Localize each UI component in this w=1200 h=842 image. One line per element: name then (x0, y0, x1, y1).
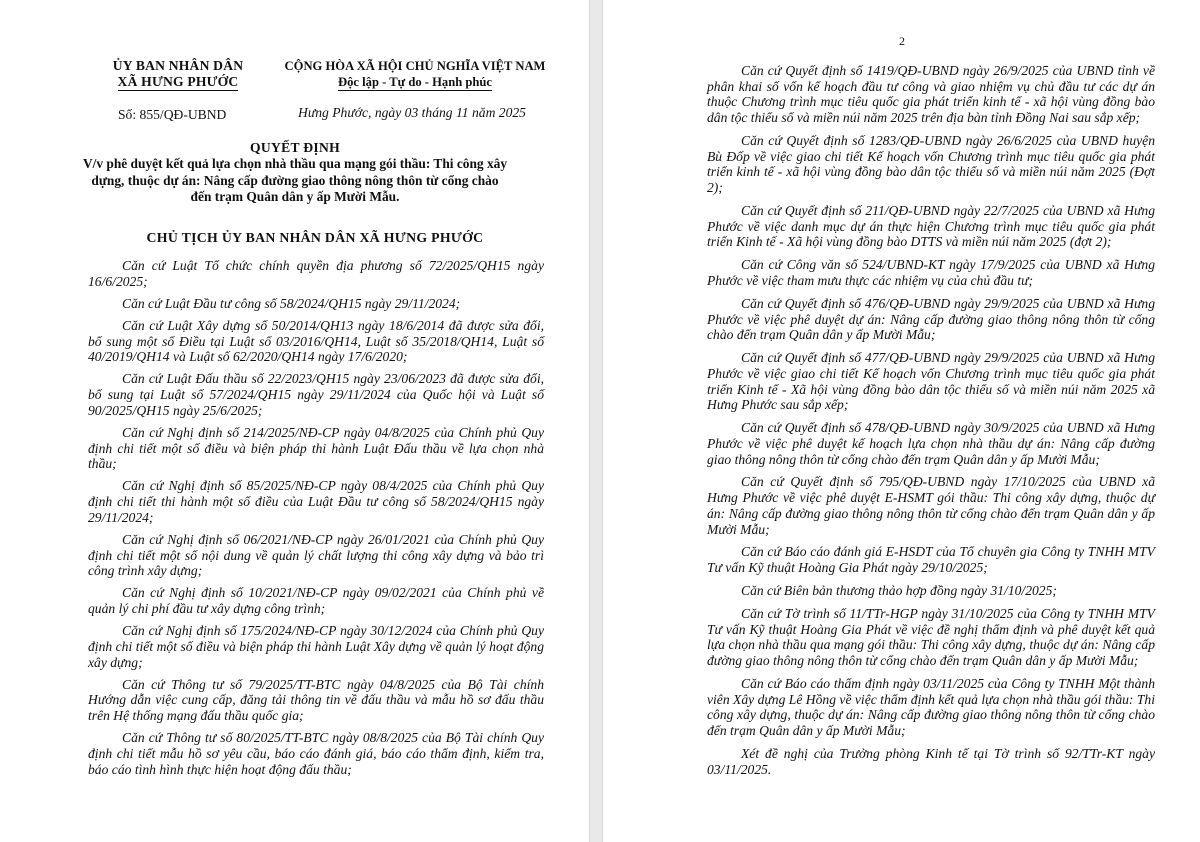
legal-basis-paragraph: Căn cứ Nghị định số 214/2025/NĐ-CP ngày 04/8/2025 của Chính phủ Quy định chi tiết một số điều và biện pháp thi hành Luật Đấu thầu về lựa chọn nhà thầu; (88, 424, 544, 472)
legal-basis-paragraph: Căn cứ Báo cáo thẩm định ngày 03/11/2025 của Công ty TNHH Một thành viên Xây dựng Lê Hồng về việc thẩm định kết quả lựa chọn nhà thầu gói thầu: Thi công xây dựng, thuộc dự án: Nâng cấp đường giao thông nông thôn từ cổng chào đến trạm Quân dân y ấp Mười Mẫu; (707, 675, 1155, 739)
legal-basis-paragraph: Căn cứ Quyết định số 1283/QĐ-UBND ngày 26/6/2025 của UBND huyện Bù Đốp về việc giao chi tiết Kế hoạch vốn Chương trình mục tiêu quốc gia phát triển kinh tế - xã hội vùng đồng bào dân tộc thiểu số và miền núi năm 2025 (Đợt 2); (707, 133, 1155, 196)
recommendation-paragraph: Xét đề nghị của Trưởng phòng Kinh tế tại Tờ trình số 92/TTr-KT ngày 03/11/2025. (707, 745, 1155, 777)
document-number: Số: 855/QĐ-UBND (118, 107, 227, 122)
legal-basis-paragraph: Căn cứ Nghị định số 175/2024/NĐ-CP ngày 30/12/2024 của Chính phủ Quy định chi tiết một số điều và biện pháp thi hành Luật Xây dựng về quản lý hoạt động xây dựng; (88, 623, 544, 670)
nation-line-1: CỘNG HÒA XÃ HỘI CHỦ NGHĨA VIỆT NAM (284, 59, 546, 73)
legal-basis-paragraph: Căn cứ Công văn số 524/UBND-KT ngày 17/9/2025 của UBND xã Hưng Phước về việc tham mưu thực các nhiệm vụ của chủ đầu tư; (707, 257, 1155, 288)
document-date: Hưng Phước, ngày 03 tháng 11 năm 2025 (298, 105, 526, 120)
legal-basis-paragraph: Căn cứ Luật Đầu tư công số 58/2024/QH15 ngày 29/11/2024; (122, 295, 461, 311)
legal-basis-paragraph: Căn cứ Quyết định số 476/QĐ-UBND ngày 29/9/2025 của UBND xã Hưng Phước về việc phê duyệt dự án: Nâng cấp đường giao thông nông thôn từ cổng chào đến trạm Quân dân y ấp Mười Mẫu; (707, 295, 1155, 343)
legal-basis-paragraph: Căn cứ Thông tư số 79/2025/TT-BTC ngày 04/8/2025 của Bộ Tài chính Hướng dẫn việc cung cấp, đăng tải thông tin về đấu thầu và mẫu hồ sơ đấu thầu trên Hệ thống mạng đấu thầu quốc gia; (88, 676, 544, 724)
legal-basis-paragraph: Căn cứ Thông tư số 80/2025/TT-BTC ngày 08/8/2025 của Bộ Tài chính Quy định chi tiết mẫu hồ sơ yêu cầu, báo cáo đánh giá, báo cáo thẩm định, kiểm tra, báo cáo tình hình thực hiện hoạt động đấu thầu; (88, 730, 544, 777)
page-number: 2 (899, 34, 905, 48)
legal-basis-list-continued (707, 63, 1155, 785)
legal-basis-paragraph: Căn cứ Nghị định số 10/2021/NĐ-CP ngày 09/02/2021 của Chính phủ về quản lý chi phí đầu tư xây dựng công trình; (88, 585, 544, 617)
legal-basis-paragraph: Căn cứ Tờ trình số 11/TTr-HGP ngày 31/10/2025 của Công ty TNHH MTV Tư vấn Kỹ thuật Hoàng Gia Phát về việc đề nghị thẩm định và phê duyệt kết quả lựa chọn nhà thầu qua mạng gói thầu: Thi công xây dựng, thuộc dự án: Nâng cấp đường giao thông nông thôn từ cổng chào đến trạm Quân dân y ấp Mười Mẫu; (707, 605, 1155, 669)
decision-title: QUYẾT ĐỊNH (250, 140, 340, 155)
legal-basis-paragraph: Căn cứ Quyết định số 1419/QĐ-UBND ngày 26/9/2025 của UBND tỉnh về phân khai số vốn kế hoạch đầu tư công và giao nhiệm vụ chủ đầu tư các dự án thuộc Chương trình mục tiêu quốc gia phát triển kinh tế - xã hội vùng đồng bào dân tộc thiểu số và miền núi năm 2025 trên địa bàn tỉnh Đồng Nai sau sắp xếp; (707, 63, 1155, 126)
subject-line: dựng, thuộc dự án: Nâng cấp đường giao thông nông thôn từ cổng chào (91, 172, 499, 188)
legal-basis-paragraph: Căn cứ Quyết định số 478/QĐ-UBND ngày 30/9/2025 của UBND xã Hưng Phước về việc phê duyệt kế hoạch lựa chọn nhà thầu dự án: Nâng cấp đường giao thông nông thôn từ cổng chào đến trạm Quân dân y ấp Mười Mẫu; (707, 420, 1155, 467)
legal-basis-paragraph: Căn cứ Quyết định số 477/QĐ-UBND ngày 29/9/2025 của UBND xã Hưng Phước về việc giao chi tiết Kế hoạch vốn Chương trình mục tiêu quốc gia phát triển Kinh tế - Xã hội vùng đồng bào dân tộc thiểu số và miền núi năm 2025 xã Hưng Phước sau sắp xếp; (707, 350, 1155, 413)
decision-subject (62, 156, 528, 206)
subject-line: V/v phê duyệt kết quả lựa chọn nhà thầu qua mạng gói thầu: Thi công xây (82, 156, 508, 171)
legal-basis-paragraph: Căn cứ Biên bản thương thảo hợp đồng ngày 31/10/2025; (741, 583, 1057, 599)
legal-basis-paragraph: Căn cứ Quyết định số 211/QĐ-UBND ngày 22/7/2025 của UBND xã Hưng Phước về việc danh mục dự án thực hiện Chương trình mục tiêu quốc gia phát triển Kinh tế - Xã hội vùng đồng bào DTTS và miền núi năm 2025 (đợt 2); (707, 203, 1155, 250)
legal-basis-paragraph: Căn cứ Quyết định số 795/QĐ-UBND ngày 17/10/2025 của UBND xã Hưng Phước về việc phê duyệt E-HSMT gói thầu: Thi công xây dựng, thuộc dự án: Nâng cấp đường giao thông nông thôn từ cổng chào đến trạm Quân dân y ấp Mười Mẫu; (707, 474, 1155, 537)
legal-basis-paragraph: Căn cứ Báo cáo đánh giá E-HSDT của Tổ chuyên gia Công ty TNHH MTV Tư vấn Kỹ thuật Hoàng Gia Phát ngày 29/10/2025; (707, 544, 1155, 576)
agency-line-2: XÃ HƯNG PHƯỚC (117, 74, 239, 89)
national-motto (274, 58, 556, 90)
subject-line: đến trạm Quân dân y ấp Mười Mẫu. (190, 189, 400, 204)
legal-basis-paragraph: Căn cứ Nghị định số 06/2021/NĐ-CP ngày 26/01/2021 của Chính phủ Quy định chi tiết một số nội dung về quản lý chất lượng thi công xây dựng và bảo trì công trình xây dựng; (88, 531, 544, 579)
document-page-1 (0, 0, 590, 842)
legal-basis-list (88, 258, 544, 784)
legal-basis-paragraph: Căn cứ Luật Xây dựng số 50/2014/QH13 ngày 18/6/2014 đã được sửa đổi, bổ sung một số Điều tại Luật số 03/2016/QH14, Luật số 35/2018/QH14, Luật số 40/2019/QH14 và Luật số 62/2020/QH14 ngày 17/6/2020; (88, 317, 544, 365)
legal-basis-paragraph: Căn cứ Luật Tổ chức chính quyền địa phương số 72/2025/QH15 ngày 16/6/2025; (88, 258, 544, 289)
nation-line-2: Độc lập - Tự do - Hạnh phúc (338, 75, 492, 89)
issuing-agency (90, 58, 266, 90)
legal-basis-paragraph: Căn cứ Luật Đấu thầu số 22/2023/QH15 ngày 23/06/2023 đã được sửa đổi, bổ sung tại Luật số 57/2024/QH15 ngày 29/11/2024 của Quốc hội và Luật số 90/2025/QH15 ngày 25/6/2025; (88, 371, 544, 418)
agency-line-1: ỦY BAN NHÂN DÂN (112, 58, 244, 73)
legal-basis-paragraph: Căn cứ Nghị định số 85/2025/NĐ-CP ngày 08/4/2025 của Chính phủ Quy định chi tiết thi hành một số điều của Luật Đầu tư công số 58/2024/QH15 ngày 29/11/2024; (88, 478, 544, 525)
authority-heading: CHỦ TỊCH ỦY BAN NHÂN DÂN XÃ HƯNG PHƯỚC (146, 230, 484, 245)
document-page-2 (602, 0, 1200, 842)
